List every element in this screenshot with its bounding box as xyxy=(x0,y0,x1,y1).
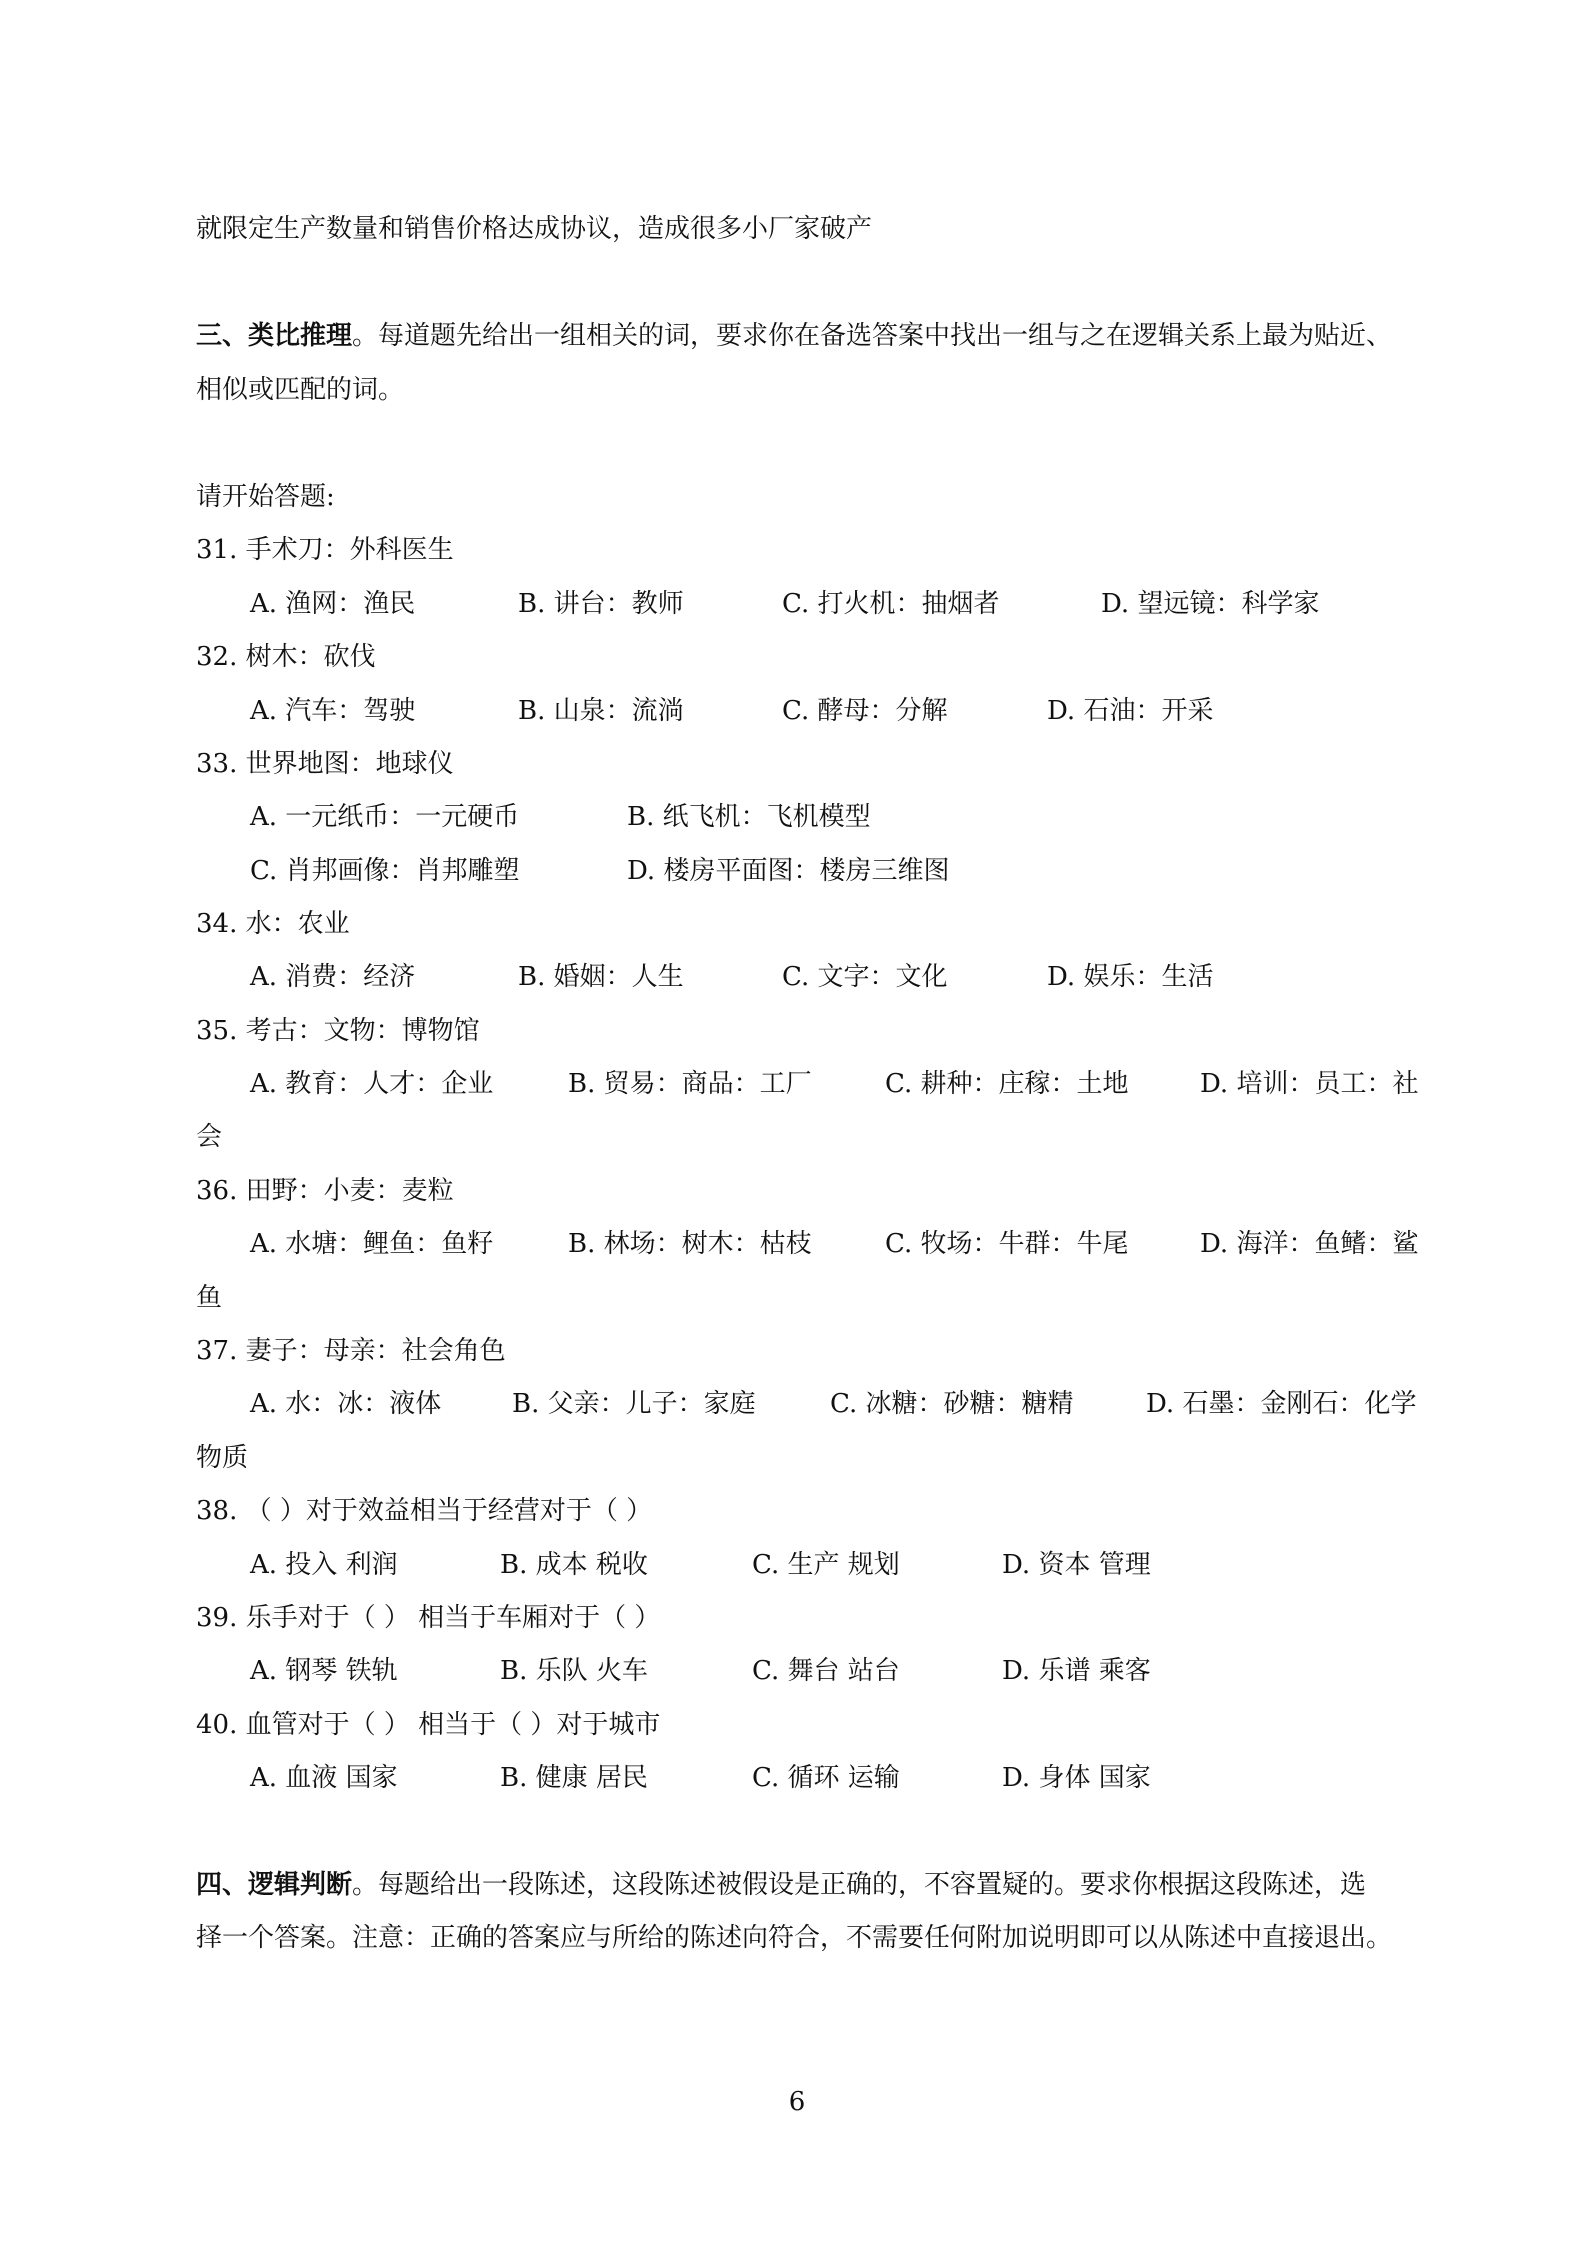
option-c: C. 酵母：分解 xyxy=(782,696,948,726)
option-d: D. 石油：开采 xyxy=(1047,696,1214,726)
question-40-stem: 40. 血管对于（ ） 相当于（ ）对于城市 xyxy=(196,1710,661,1740)
option-a: A. 水塘：鲤鱼：鱼籽 xyxy=(250,1229,494,1259)
option-a: A. 教育：人才：企业 xyxy=(250,1069,494,1099)
section4-intro-line1 xyxy=(196,1869,1366,1901)
option-a: A. 渔网：渔民 xyxy=(250,589,416,619)
option-b: B. 山泉：流淌 xyxy=(518,696,684,726)
option-b: B. 成本 税收 xyxy=(500,1550,648,1580)
option-d: D. 乐谱 乘客 xyxy=(1002,1656,1151,1686)
question-36-wrap: 鱼 xyxy=(196,1283,223,1313)
option-d: D. 身体 国家 xyxy=(1002,1763,1151,1793)
option-d: D. 楼房平面图：楼房三维图 xyxy=(627,856,950,886)
start-prompt: 请开始答题: xyxy=(196,482,335,512)
option-c: C. 生产 规划 xyxy=(752,1550,900,1580)
option-c: C. 文字：文化 xyxy=(782,962,948,992)
option-b: B. 父亲：儿子：家庭 xyxy=(512,1389,756,1419)
section3-heading: 三、类比推理 xyxy=(196,321,353,351)
question-34-stem: 34. 水：农业 xyxy=(196,909,350,939)
option-d: D. 娱乐：生活 xyxy=(1047,962,1214,992)
option-d: D. 望远镜：科学家 xyxy=(1101,589,1320,619)
option-a: A. 汽车：驾驶 xyxy=(250,696,416,726)
option-a: A. 血液 国家 xyxy=(250,1763,398,1793)
option-c: C. 牧场：牛群：牛尾 xyxy=(885,1229,1129,1259)
option-c: C. 舞台 站台 xyxy=(752,1656,900,1686)
question-32-stem: 32. 树木：砍伐 xyxy=(196,642,376,672)
option-a: A. 钢琴 铁轨 xyxy=(250,1656,398,1686)
section4-intro-line2: 择一个答案。注意：正确的答案应与所给的陈述向符合，不需要任何附加说明即可以从陈述中直接退出。 xyxy=(196,1923,1393,1953)
option-b: B. 讲台：教师 xyxy=(518,589,684,619)
continuation-text: 就限定生产数量和销售价格达成协议，造成很多小厂家破产 xyxy=(196,214,873,244)
option-a: A. 一元纸币：一元硬币 xyxy=(250,802,520,832)
question-31-stem: 31. 手术刀：外科医生 xyxy=(196,535,454,565)
option-b: B. 纸飞机：飞机模型 xyxy=(627,802,871,832)
question-35-wrap: 会 xyxy=(196,1122,223,1152)
option-c: C. 打火机：抽烟者 xyxy=(782,589,1000,619)
option-d: D. 培训：员工：社 xyxy=(1200,1069,1419,1099)
question-37-stem: 37. 妻子：母亲：社会角色 xyxy=(196,1336,506,1366)
question-39-stem: 39. 乐手对于（ ） 相当于车厢对于（ ） xyxy=(196,1603,661,1633)
question-33-stem: 33. 世界地图：地球仪 xyxy=(196,749,454,779)
option-b: B. 贸易：商品：工厂 xyxy=(568,1069,812,1099)
page-number: 6 xyxy=(788,2087,806,2117)
question-36-stem: 36. 田野：小麦：麦粒 xyxy=(196,1176,454,1206)
section3-intro-line1 xyxy=(196,320,1392,352)
section3-intro-line2: 相似或匹配的词。 xyxy=(196,375,405,405)
option-d: D. 石墨：金刚石：化学 xyxy=(1146,1389,1417,1419)
question-38-stem: 38. （ ）对于效益相当于经营对于（ ） xyxy=(196,1496,653,1526)
option-b: B. 健康 居民 xyxy=(500,1763,648,1793)
question-35-stem: 35. 考古：文物：博物馆 xyxy=(196,1016,480,1046)
option-a: A. 水：冰：液体 xyxy=(250,1389,442,1419)
option-b: B. 婚姻：人生 xyxy=(518,962,684,992)
option-b: B. 林场：树木：枯枝 xyxy=(568,1229,812,1259)
option-c: C. 冰糖：砂糖：糖精 xyxy=(830,1389,1074,1419)
section3-intro-text: 。每道题先给出一组相关的词，要求你在备选答案中找出一组与之在逻辑关系上最为贴近、 xyxy=(352,321,1393,351)
section4-intro-text: 。每题给出一段陈述，这段陈述被假设是正确的，不容置疑的。要求你根据这段陈述，选 xyxy=(352,1870,1367,1900)
section4-heading: 四、逻辑判断 xyxy=(196,1870,353,1900)
question-37-wrap: 物质 xyxy=(196,1443,249,1473)
option-d: D. 资本 管理 xyxy=(1002,1550,1151,1580)
option-c: C. 肖邦画像：肖邦雕塑 xyxy=(250,856,520,886)
option-a: A. 消费：经济 xyxy=(250,962,416,992)
option-c: C. 循环 运输 xyxy=(752,1763,900,1793)
option-d: D. 海洋：鱼鳍：鲨 xyxy=(1200,1229,1419,1259)
option-c: C. 耕种：庄稼：土地 xyxy=(885,1069,1129,1099)
option-a: A. 投入 利润 xyxy=(250,1550,398,1580)
option-b: B. 乐队 火车 xyxy=(500,1656,648,1686)
